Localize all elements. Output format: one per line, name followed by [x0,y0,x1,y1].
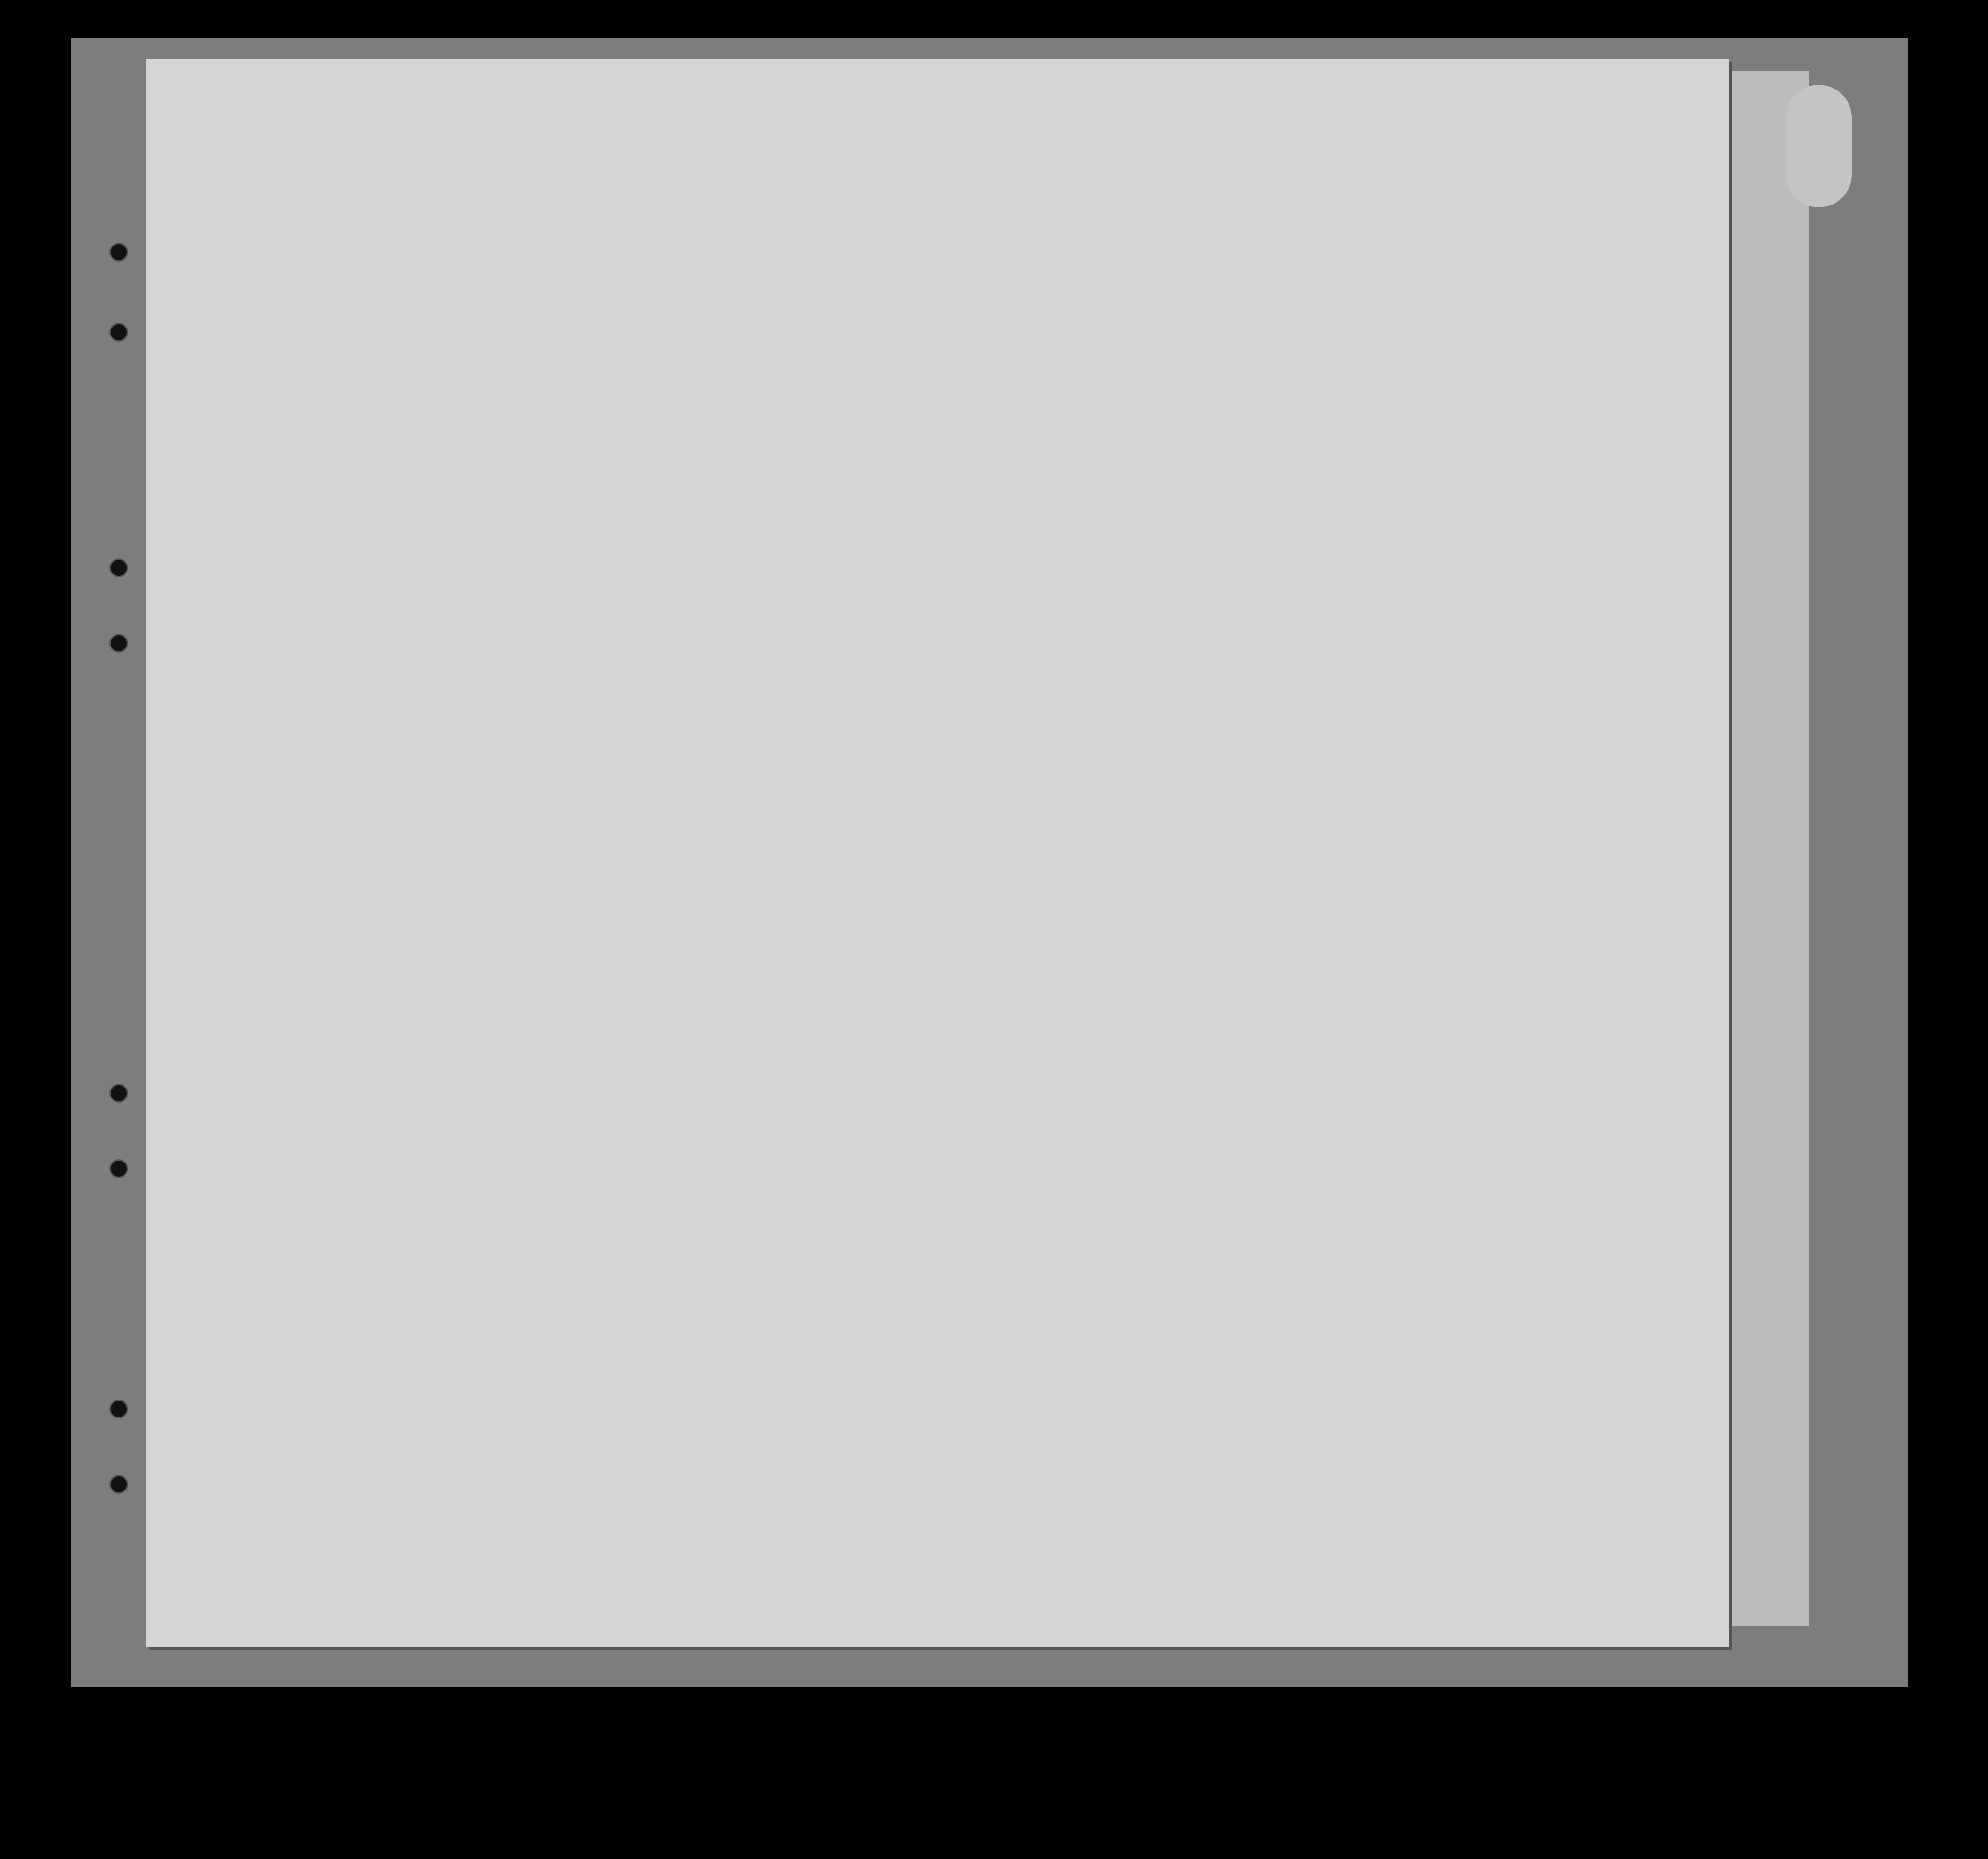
binder-hole [109,634,128,653]
binder-hole [109,1159,128,1178]
binder-hole [109,1084,128,1103]
binder-hole [109,1475,128,1494]
manifest-sheet [146,59,1729,1647]
crew-table [181,262,1708,1515]
binder-hole [109,323,128,342]
binder-hole [109,558,128,577]
vessel-line [297,221,388,247]
binder-hole [109,243,128,262]
binder-hole [109,1400,128,1418]
page-tab [1786,85,1852,207]
sheet-number [1550,98,1564,111]
